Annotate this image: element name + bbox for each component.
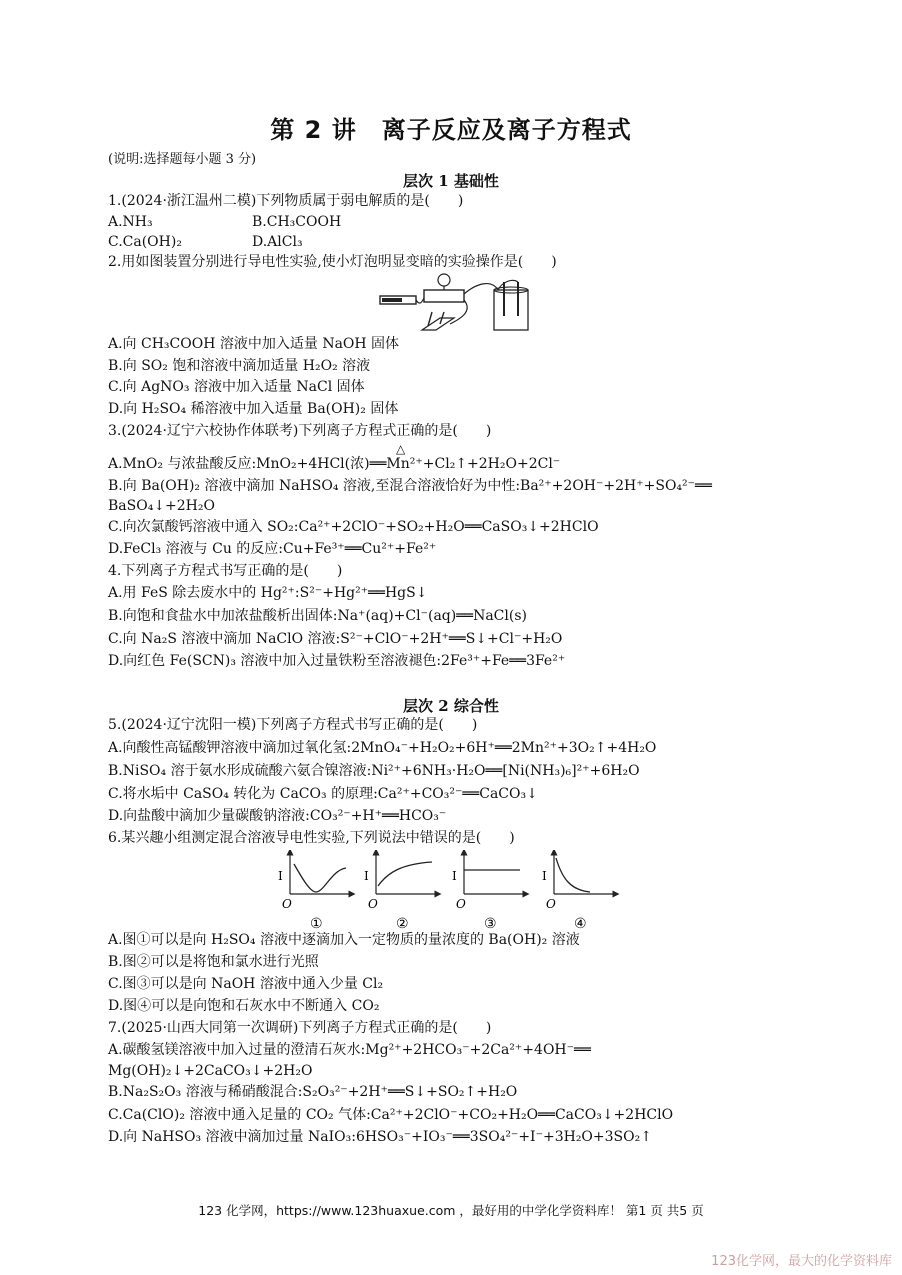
question-7-stem: 7.(2025·山西大同第一次调研)下列离子方程式正确的是( ) (108, 1020, 492, 1036)
graph-2 (364, 852, 438, 932)
graph-1 (278, 852, 352, 932)
question-7-option-a-line1: A.碳酸氢镁溶液中加入过量的澄清石灰水:Mg²⁺+2HCO₃⁻+2Ca²⁺+4OH⁻══ (108, 1042, 591, 1058)
question-1-option-a: A.NH₃ (108, 214, 153, 230)
graph-3 (452, 852, 526, 932)
question-1-option-b: B.CH₃COOH (252, 214, 342, 230)
question-4-option-b: B.向饱和食盐水中加浓盐酸析出固体:Na⁺(aq)+Cl⁻(aq)══NaCl(s) (108, 608, 527, 624)
graph-3-label: ③ (484, 916, 497, 932)
question-6-option-b: B.图②可以是将饱和氯水进行光照 (108, 954, 319, 970)
question-2-option-a: A.向 CH₃COOH 溶液中加入适量 NaOH 固体 (108, 336, 400, 352)
question-2-option-c: C.向 AgNO₃ 溶液中加入适量 NaCl 固体 (108, 379, 365, 395)
question-6-option-c: C.图③可以是向 NaOH 溶液中通入少量 Cl₂ (108, 976, 384, 992)
question-3-option-d: D.FeCl₃ 溶液与 Cu 的反应:Cu+Fe³⁺══Cu²⁺+Fe²⁺ (108, 541, 437, 557)
question-3-stem: 3.(2024·辽宁六校协作体联考)下列离子方程式正确的是( ) (108, 423, 492, 439)
conductivity-apparatus-figure (378, 272, 534, 334)
section-heading-basic: 层次 1 基础性 (403, 172, 499, 190)
page-title: 第 2 讲 离子反应及离子方程式 (270, 116, 632, 144)
graph-3-origin-label: O (456, 897, 466, 911)
question-4-option-c: C.向 Na₂S 溶液中滴加 NaClO 溶液:S²⁻+ClO⁻+2H⁺══S↓+Cl⁻+H₂O (108, 631, 563, 647)
question-5-stem: 5.(2024·辽宁沈阳一模)下列离子方程式书写正确的是( ) (108, 717, 478, 733)
question-2-option-d: D.向 H₂SO₄ 稀溶液中加入适量 Ba(OH)₂ 固体 (108, 401, 399, 417)
question-3-option-b-line2: BaSO₄↓+2H₂O (108, 498, 215, 514)
question-5-option-d: D.向盐酸中滴加少量碳酸钠溶液:CO₃²⁻+H⁺══HCO₃⁻ (108, 808, 447, 824)
question-6-option-d: D.图④可以是向饱和石灰水中不断通入 CO₂ (108, 998, 380, 1014)
question-7-option-d: D.向 NaHSO₃ 溶液中滴加过量 NaIO₃:6HSO₃⁻+IO₃⁻══3SO₄²⁻+I⁻+3H₂O+3SO₂↑ (108, 1129, 652, 1145)
conductivity-graphs-figure (272, 850, 622, 932)
scoring-note: (说明:选择题每小题 3 分) (108, 152, 257, 167)
question-1-option-d: D.AlCl₃ (252, 234, 303, 250)
graph-2-origin-label: O (368, 897, 378, 911)
question-4-option-d: D.向红色 Fe(SCN)₃ 溶液中加入过量铁粉至溶液褪色:2Fe³⁺+Fe══3Fe²⁺ (108, 653, 566, 669)
question-4-option-a: A.用 FeS 除去废水中的 Hg²⁺:S²⁻+Hg²⁺══HgS↓ (108, 585, 428, 601)
graph-1-label: ① (310, 916, 323, 932)
question-7-option-a-line2: Mg(OH)₂↓+2CaCO₃↓+2H₂O (108, 1063, 313, 1079)
question-5-option-a: A.向酸性高锰酸钾溶液中滴加过氧化氢:2MnO₄⁻+H₂O₂+6H⁺══2Mn²⁺+3O₂↑+4H₂O (108, 740, 657, 756)
graph-4-origin-label: O (546, 897, 556, 911)
question-3-option-c: C.向次氯酸钙溶液中通入 SO₂:Ca²⁺+2ClO⁻+SO₂+H₂O══CaSO₃↓+2HClO (108, 519, 599, 535)
question-2-stem: 2.用如图装置分别进行导电性实验,使小灯泡明显变暗的实验操作是( ) (108, 254, 557, 270)
question-1-stem: 1.(2024·浙江温州二模)下列物质属于弱电解质的是( ) (108, 193, 464, 209)
graph-2-label: ② (396, 916, 409, 932)
question-7-option-c: C.Ca(ClO)₂ 溶液中通入足量的 CO₂ 气体:Ca²⁺+2ClO⁻+CO₂+H₂O══CaCO₃↓+2HClO (108, 1107, 674, 1123)
question-7-option-b: B.Na₂S₂O₃ 溶液与稀硝酸混合:S₂O₃²⁻+2H⁺══S↓+SO₂↑+H₂O (108, 1084, 518, 1100)
graph-1-origin-label: O (282, 897, 292, 911)
question-1-option-c: C.Ca(OH)₂ (108, 234, 182, 250)
question-4-stem: 4.下列离子方程式书写正确的是( ) (108, 563, 343, 579)
graph-4 (542, 852, 616, 932)
question-6-option-a: A.图①可以是向 H₂SO₄ 溶液中逐滴加入一定物质的量浓度的 Ba(OH)₂ 溶液 (108, 932, 580, 948)
question-5-option-b: B.NiSO₄ 溶于氨水形成硫酸六氨合镍溶液:Ni²⁺+6NH₃·H₂O══[Ni(NH₃)₆]²⁺+6H₂O (108, 763, 640, 779)
question-2-option-b: B.向 SO₂ 饱和溶液中滴加适量 H₂O₂ 溶液 (108, 358, 371, 374)
graph-3-y-axis-label: I (452, 869, 457, 883)
graph-2-y-axis-label: I (364, 869, 369, 883)
heating-condition-mark: △ (396, 442, 406, 456)
graph-4-label: ④ (574, 916, 587, 932)
graph-1-y-axis-label: I (278, 869, 283, 883)
section-heading-comprehensive: 层次 2 综合性 (403, 697, 499, 715)
question-6-stem: 6.某兴趣小组测定混合溶液导电性实验,下列说法中错误的是( ) (108, 830, 515, 846)
question-3-option-b-line1: B.向 Ba(OH)₂ 溶液中滴加 NaHSO₄ 溶液,至混合溶液恰好为中性:Ba²⁺+2OH⁻+2H⁺+SO₄²⁻══ (108, 478, 712, 494)
watermark: 123化学网，最大的化学资料库 (711, 1254, 892, 1269)
question-3-option-a: A.MnO₂ 与浓盐酸反应:MnO₂+4HCl(浓)══Mn²⁺+Cl₂↑+2H₂O+2Cl⁻ (108, 456, 561, 472)
question-5-option-c: C.将水垢中 CaSO₄ 转化为 CaCO₃ 的原理:Ca²⁺+CO₃²⁻══CaCO₃↓ (108, 786, 538, 802)
graph-4-y-axis-label: I (542, 869, 547, 883)
page-footer: 123 化学网，https://www.123huaxue.com ，最好用的中学化学资料库！ 第1 页 共5 页 (198, 1203, 704, 1218)
